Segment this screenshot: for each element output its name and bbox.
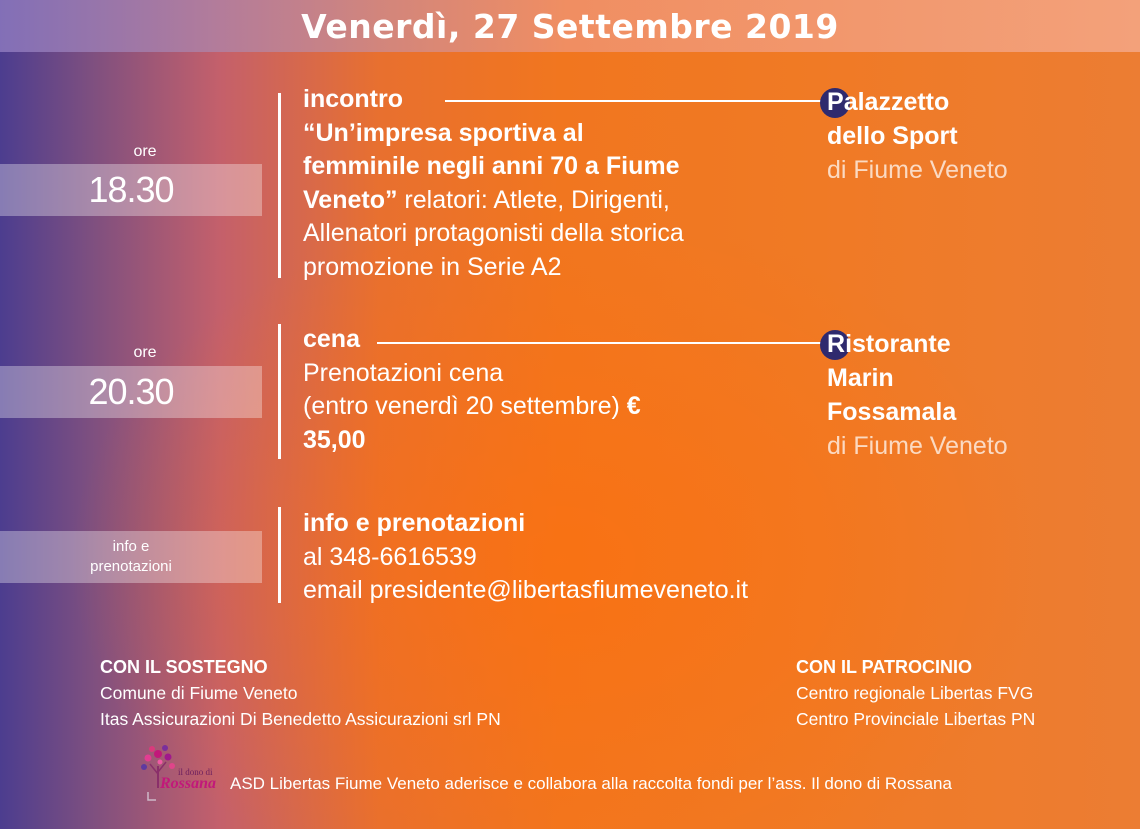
euro-symbol: € — [619, 392, 641, 420]
event2-venue-city: di Fiume Veneto — [827, 432, 1008, 460]
support-item: Comune di Fiume Veneto — [100, 683, 298, 703]
event1-venue — [827, 85, 1008, 187]
event2-connector — [377, 342, 840, 344]
logo-small-text: il dono di — [178, 767, 213, 777]
event1-time: 18.30 — [88, 169, 174, 210]
event2-category: cena — [303, 325, 360, 353]
info-box-line2: prenotazioni — [90, 558, 172, 575]
event2-time-label: ore — [133, 344, 157, 361]
support-section — [100, 654, 501, 732]
event2-venue-name1: istorante — [845, 330, 951, 358]
info-heading: info e prenotazioni — [303, 509, 526, 537]
logo-name: Rossana — [160, 775, 217, 792]
event1-venue-city: di Fiume Veneto — [827, 156, 1008, 184]
info-phone[interactable]: al 348-6616539 — [303, 542, 477, 571]
event1-connector — [445, 100, 840, 102]
info-email[interactable]: email presidente@libertasfiumeveneto.it — [303, 576, 749, 604]
date-title: Venerdì, 27 Settembre 2019 — [301, 6, 839, 46]
event1-category: incontro — [303, 85, 403, 113]
patronage-section — [796, 654, 1035, 732]
event2-time-box — [0, 366, 262, 418]
patronage-item: Centro Provinciale Libertas PN — [796, 709, 1036, 729]
event2-venue-initial: R — [827, 330, 846, 358]
info-box-line1: info e — [112, 538, 150, 555]
patronage-heading: CON IL PATROCINIO — [796, 657, 973, 677]
date-banner — [0, 0, 1140, 52]
event1-title-line2: femminile negli anni 70 a Fiume — [303, 152, 680, 180]
info-details — [303, 507, 748, 608]
event2-line1: Prenotazioni cena — [303, 358, 504, 387]
info-box — [0, 531, 262, 583]
event2-time: 20.30 — [88, 371, 174, 412]
event1-time-label: ore — [133, 143, 157, 160]
support-item: Itas Assicurazioni Di Benedetto Assicurazioni srl PN — [100, 709, 501, 729]
event1-venue-name2: dello Sport — [827, 122, 958, 150]
event2-venue — [827, 327, 1008, 463]
patronage-item: Centro regionale Libertas FVG — [796, 683, 1034, 703]
event1-title-line3-rest: relatori: Atlete, Dirigenti, — [397, 185, 670, 214]
event1-divider — [278, 93, 281, 278]
event1-title-line1: “Un’impresa sportiva al — [303, 118, 584, 147]
info-divider — [278, 507, 281, 603]
support-heading: CON IL SOSTEGNO — [100, 657, 268, 677]
event1-venue-initial: P — [827, 88, 844, 116]
event2-divider — [278, 324, 281, 459]
event1-details — [303, 83, 684, 284]
event1-line4: Allenatori protagonisti della storica — [303, 219, 684, 247]
event2-line2: (entro venerdì 20 settembre) — [303, 392, 620, 420]
event1-line5: promozione in Serie A2 — [303, 252, 562, 281]
event2-venue-name2: Marin — [827, 364, 894, 392]
event2-venue-name3: Fossamala — [827, 398, 957, 426]
event1-time-box — [0, 164, 262, 216]
bottom-statement: ASD Libertas Fiume Veneto aderisce e collabora alla raccolta fondi per l’ass. Il dono di Rossana — [230, 774, 952, 793]
event1-venue-name1: alazzetto — [843, 88, 950, 116]
event1-title-line3-bold: Veneto” — [303, 185, 398, 214]
event2-price: 35,00 — [303, 425, 366, 454]
